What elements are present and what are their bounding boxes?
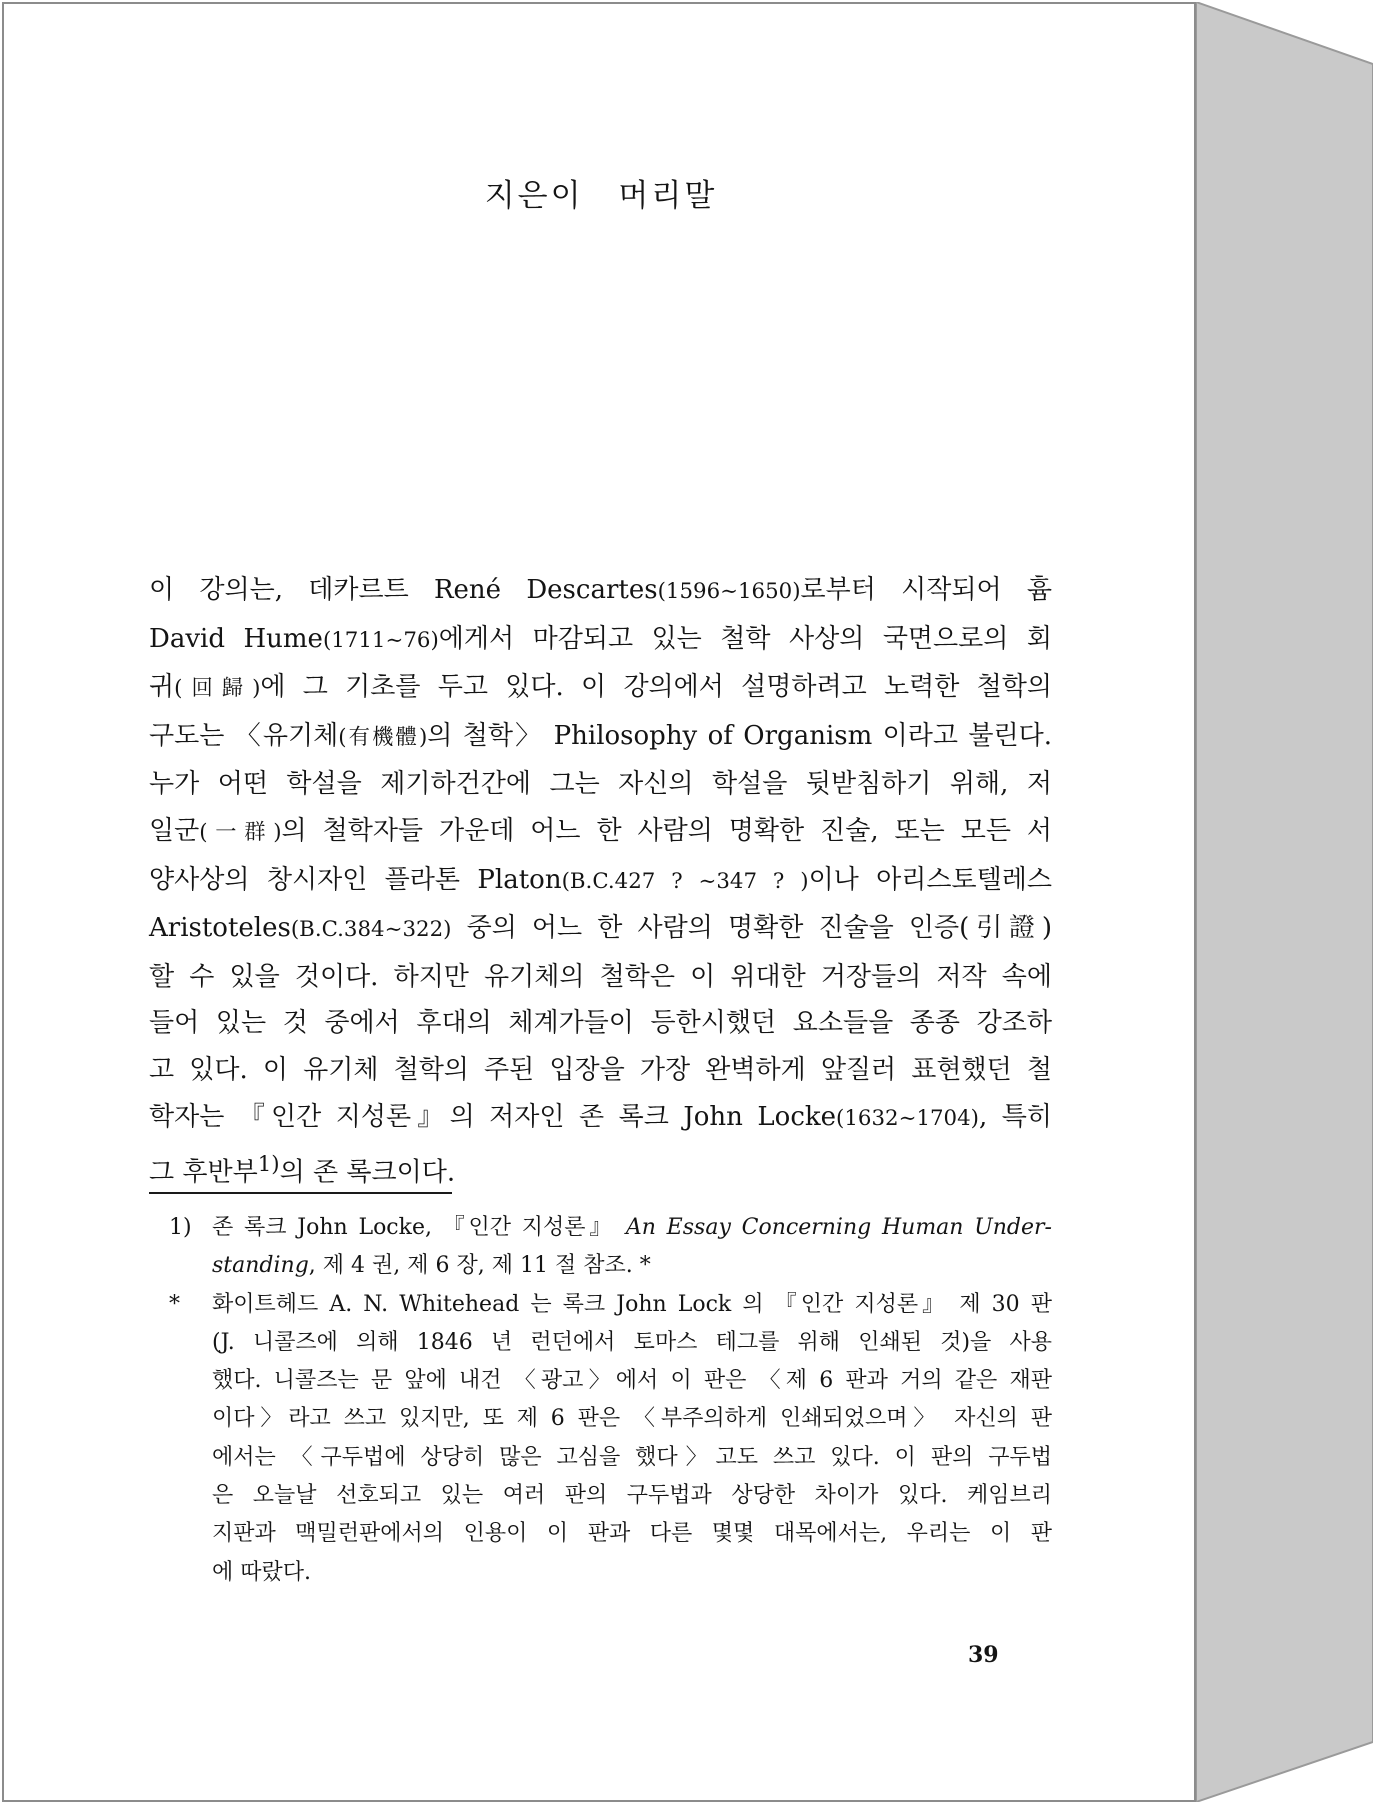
footnote-divider xyxy=(149,1192,452,1194)
text-line: 에서는 〈구두법에 상당히 많은 고심을 했다〉고도 쓰고 있다. 이 판의 구두법 xyxy=(212,1444,1052,1470)
text-line: (J. 니콜즈에 의해 1846 년 런던에서 토마스 테그를 위해 인쇄된 것)을 사용 xyxy=(212,1329,1052,1355)
text-line: 이다〉라고 쓰고 있지만, 또 제 6 판은 〈부주의하게 인쇄되었으며〉 자신의 판 xyxy=(212,1406,1052,1432)
footnotes xyxy=(169,1209,1052,1592)
text-line: 고 있다. 이 유기체 철학의 주된 입장을 가장 완벽하게 앞질러 표현했던 철 xyxy=(149,1054,1052,1085)
text-line: 했다. 니콜즈는 문 앞에 내건 〈광고〉에서 이 판은 〈제 6 판과 거의 같은 재판 xyxy=(212,1368,1052,1394)
page-stack-edge xyxy=(1196,2,1373,1802)
page-number: 39 xyxy=(968,1642,999,1668)
text-line: Aristoteles(B.C.384∼322) 중의 어느 한 사람의 명확한 진술을 인증(引證) xyxy=(149,913,1052,944)
footnote-translator-note xyxy=(169,1286,1052,1592)
footnote-reference: 1) xyxy=(257,1152,280,1178)
footnote-marker: * xyxy=(169,1291,180,1317)
text-line: David Hume(1711∼76)에게서 마감되고 있는 철학 사상의 국면으로의 회 xyxy=(149,623,1052,654)
text-line: 양사상의 창시자인 플라톤 Platon(B.C.427 ? ∼347 ? )이나 아리스토텔레스 xyxy=(149,864,1052,895)
text-line: 들어 있는 것 중에서 후대의 체계가들이 등한시했던 요소들을 종종 강조하 xyxy=(149,1008,1052,1039)
text-line: 그 후반부$^{1)}$의 존 록크이다. xyxy=(149,1152,456,1188)
text-line: 존 록크 John Locke, 『인간 지성론』 An Essay Concerning Human Under- xyxy=(212,1215,1052,1240)
text-line: 은 오늘날 선호되고 있는 여러 판의 구두법과 상당한 차이가 있다. 케임브리 xyxy=(212,1483,1052,1509)
body-paragraph xyxy=(149,567,1052,1196)
text-line: 에 따랐다. xyxy=(212,1559,311,1585)
text-line: 이 강의는, 데카르트 René Descartes(1596∼1650)로부터 시작되어 흄 xyxy=(149,575,1052,605)
text-line: 지판과 맥밀런판에서의 인용이 이 판과 다른 몇몇 대목에서는, 우리는 이 판 xyxy=(212,1521,1052,1547)
text-line: 구도는 〈유기체(有機體)의 철학〉 Philosophy of Organism 이라고 불린다. xyxy=(149,720,1052,751)
text-line: 할 수 있을 것이다. 하지만 유기체의 철학은 이 위대한 거장들의 저작 속에 xyxy=(149,961,1052,992)
text-line: 학자는 『인간 지성론』의 저자인 존 록크 John Locke(1632∼1704), 특히 xyxy=(149,1101,1052,1132)
footnote-marker: 1) xyxy=(169,1215,192,1240)
text-line: standing, 제 4 권, 제 6 장, 제 11 절 참조. * xyxy=(212,1253,651,1279)
footnote-1 xyxy=(169,1209,1052,1286)
text-line: 화이트헤드 A. N. Whitehead 는 록크 John Lock 의 『인간 지성론』 제 30 판 xyxy=(212,1291,1052,1317)
page-stack-shadow xyxy=(1196,2,1373,1802)
document-page xyxy=(2,2,1196,1802)
text-line: 누가 어떤 학설을 제기하건간에 그는 자신의 학설을 뒷받침하기 위해, 저 xyxy=(149,769,1052,800)
text-line: 귀(回歸)에 그 기초를 두고 있다. 이 강의에서 설명하려고 노력한 철학의 xyxy=(149,672,1052,703)
page-title: 지은이 머리말 xyxy=(484,178,718,214)
text-line: 일군(一群)의 철학자들 가운데 어느 한 사람의 명확한 진술, 또는 모든 서 xyxy=(149,815,1052,846)
